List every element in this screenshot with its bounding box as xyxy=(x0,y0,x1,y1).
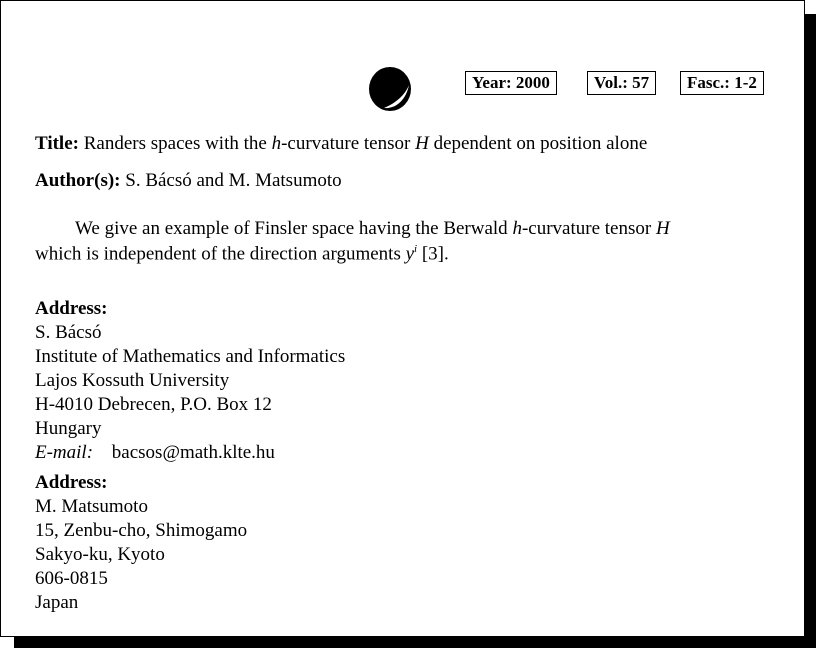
title-line xyxy=(35,133,647,155)
page-shadow-right xyxy=(805,14,816,648)
abstract-h: h xyxy=(512,218,522,239)
half-moon-icon xyxy=(368,66,412,112)
authors-label: Author(s): xyxy=(35,170,121,191)
page-shadow-bottom xyxy=(14,637,816,648)
address2-line: 606-0815 xyxy=(35,568,108,589)
authors-line xyxy=(35,170,342,192)
abstract-text: -curvature tensor xyxy=(521,218,656,239)
authors-value: S. Bácsó and M. Matsumoto xyxy=(125,170,342,191)
address1-line: Lajos Kossuth University xyxy=(35,370,230,391)
fascicle-badge: Fasc.: 1-2 xyxy=(680,71,764,95)
email-address[interactable]: bacsos@math.klte.hu xyxy=(111,442,275,463)
abstract-line-1 xyxy=(75,218,670,240)
title-text-1: Randers spaces with the xyxy=(83,133,272,154)
abstract-H: H xyxy=(655,218,670,239)
title-text-2: -curvature tensor xyxy=(281,133,416,154)
abstract-line-2 xyxy=(35,243,449,265)
address2-line: Japan xyxy=(35,592,79,613)
abstract-superscript: i xyxy=(414,243,418,255)
address1-line: Hungary xyxy=(35,418,102,439)
email-line xyxy=(35,442,275,464)
year-badge: Year: 2000 xyxy=(465,71,557,95)
address1-line: S. Bácsó xyxy=(35,322,102,343)
abstract-text: which is independent of the direction arguments xyxy=(35,243,406,265)
address1-line: H-4010 Debrecen, P.O. Box 12 xyxy=(35,394,272,415)
title-h: h xyxy=(271,133,282,154)
volume-badge: Vol.: 57 xyxy=(587,71,656,95)
email-label: E-mail: xyxy=(35,442,94,463)
title-H: H xyxy=(415,133,429,154)
address2-line: Sakyo-ku, Kyoto xyxy=(35,544,165,565)
abstract-text: We give an example of Finsler space having the Berwald xyxy=(75,218,513,239)
address2-line: 15, Zenbu-cho, Shimogamo xyxy=(35,520,248,541)
address1-line: Institute of Mathematics and Informatics xyxy=(35,346,346,367)
title-label: Title: xyxy=(35,133,79,154)
address2-label: Address: xyxy=(35,472,108,493)
abstract-text: [3]. xyxy=(417,243,449,265)
address2-line: M. Matsumoto xyxy=(35,496,148,517)
title-text-3: dependent on position alone xyxy=(428,133,648,154)
address1-label: Address: xyxy=(35,298,108,319)
abstract-y: y xyxy=(405,243,415,265)
